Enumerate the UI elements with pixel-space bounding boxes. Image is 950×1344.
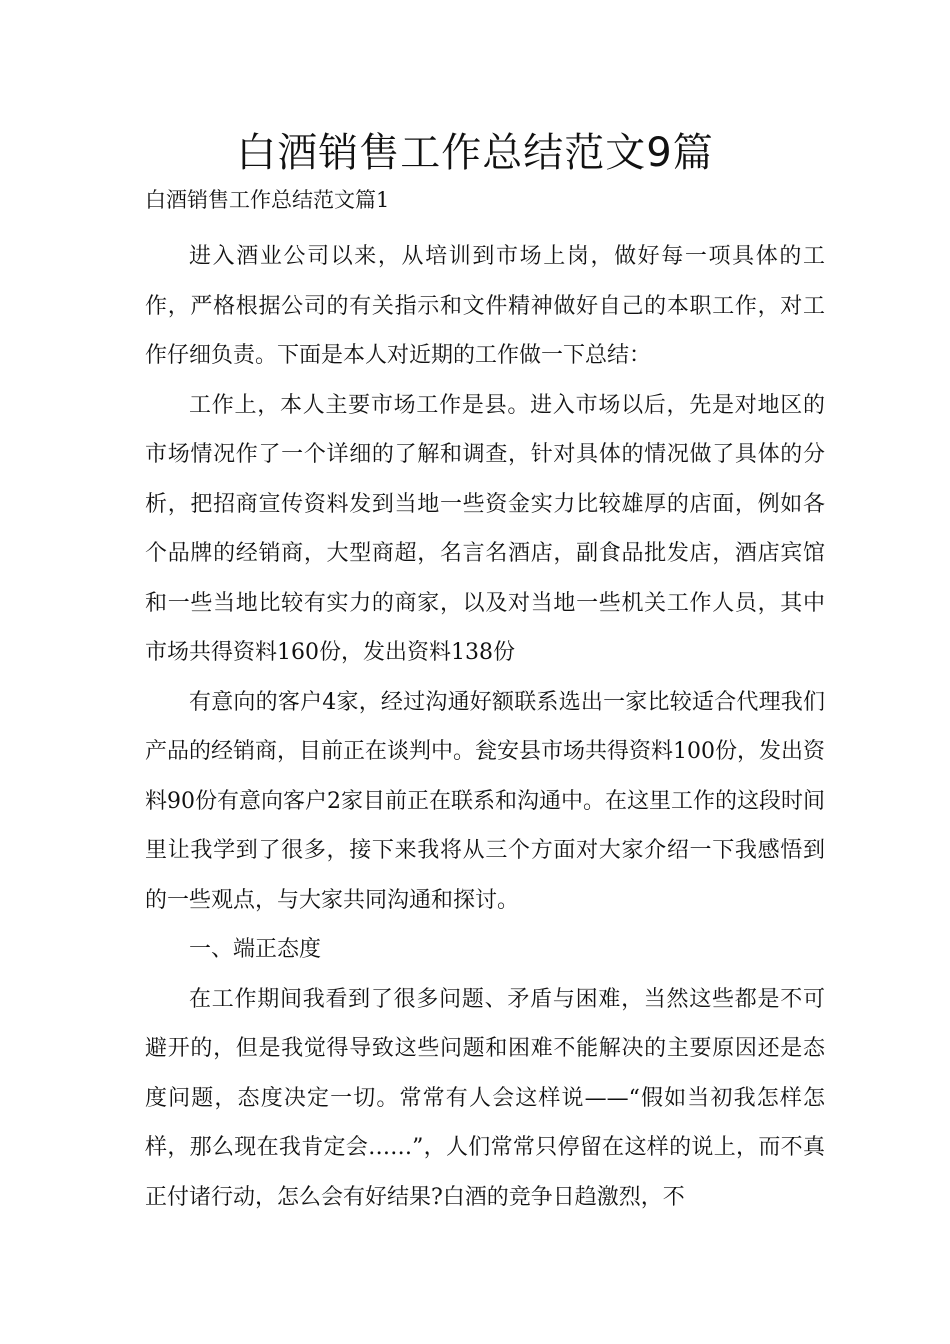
document-title: 白酒销售工作总结范文9篇 (236, 130, 714, 176)
subheading-attitude: 一、端正态度 (189, 937, 322, 962)
paragraph-market-work: 工作上，本人主要市场工作是县。进入市场以后，先是对地区的市场情况作了一个详细的了解和调查，针对具体的情况做了具体的分析，把招商宣传资料发到当地一些资金实力比较雄厚的店面，例如各个品牌的经销商，大型商超，名言名酒店，副食品批发店，酒店宾馆和一些当地比较有实力的商家，以及对当地一些机关工作人员，其中市场共得资料160份，发出资料138份 (145, 392, 825, 665)
section-heading: 白酒销售工作总结范文篇1 (145, 188, 390, 212)
paragraph-clients: 有意向的客户4家，经过沟通好额联系选出一家比较适合代理我们产品的经销商，目前正在谈判中。瓮安县市场共得资料100份，发出资料90份有意向客户2家目前正在联系和沟通中。在这里工作的这段时间里让我学到了很多，接下来我将从三个方面对大家介绍一下我感悟到的一些观点，与大家共同沟通和探讨。 (145, 689, 825, 913)
paragraph-intro: 进入酒业公司以来，从培训到市场上岗，做好每一项具体的工作，严格根据公司的有关指示和文件精神做好自己的本职工作，对工作仔细负责。下面是本人对近期的工作做一下总结： (145, 244, 825, 368)
paragraph-attitude: 在工作期间我看到了很多问题、矛盾与困难，当然这些都是不可避开的，但是我觉得导致这些问题和困难不能解决的主要原因还是态度问题，态度决定一切。常常有人会这样说——“假如当初我怎样怎样，那么现在我肯定会……”，人们常常只停留在这样的说上，而不真正付诸行动，怎么会有好结果?白酒的竞争日趋激烈，不 (145, 986, 825, 1210)
document-body (145, 232, 825, 1222)
